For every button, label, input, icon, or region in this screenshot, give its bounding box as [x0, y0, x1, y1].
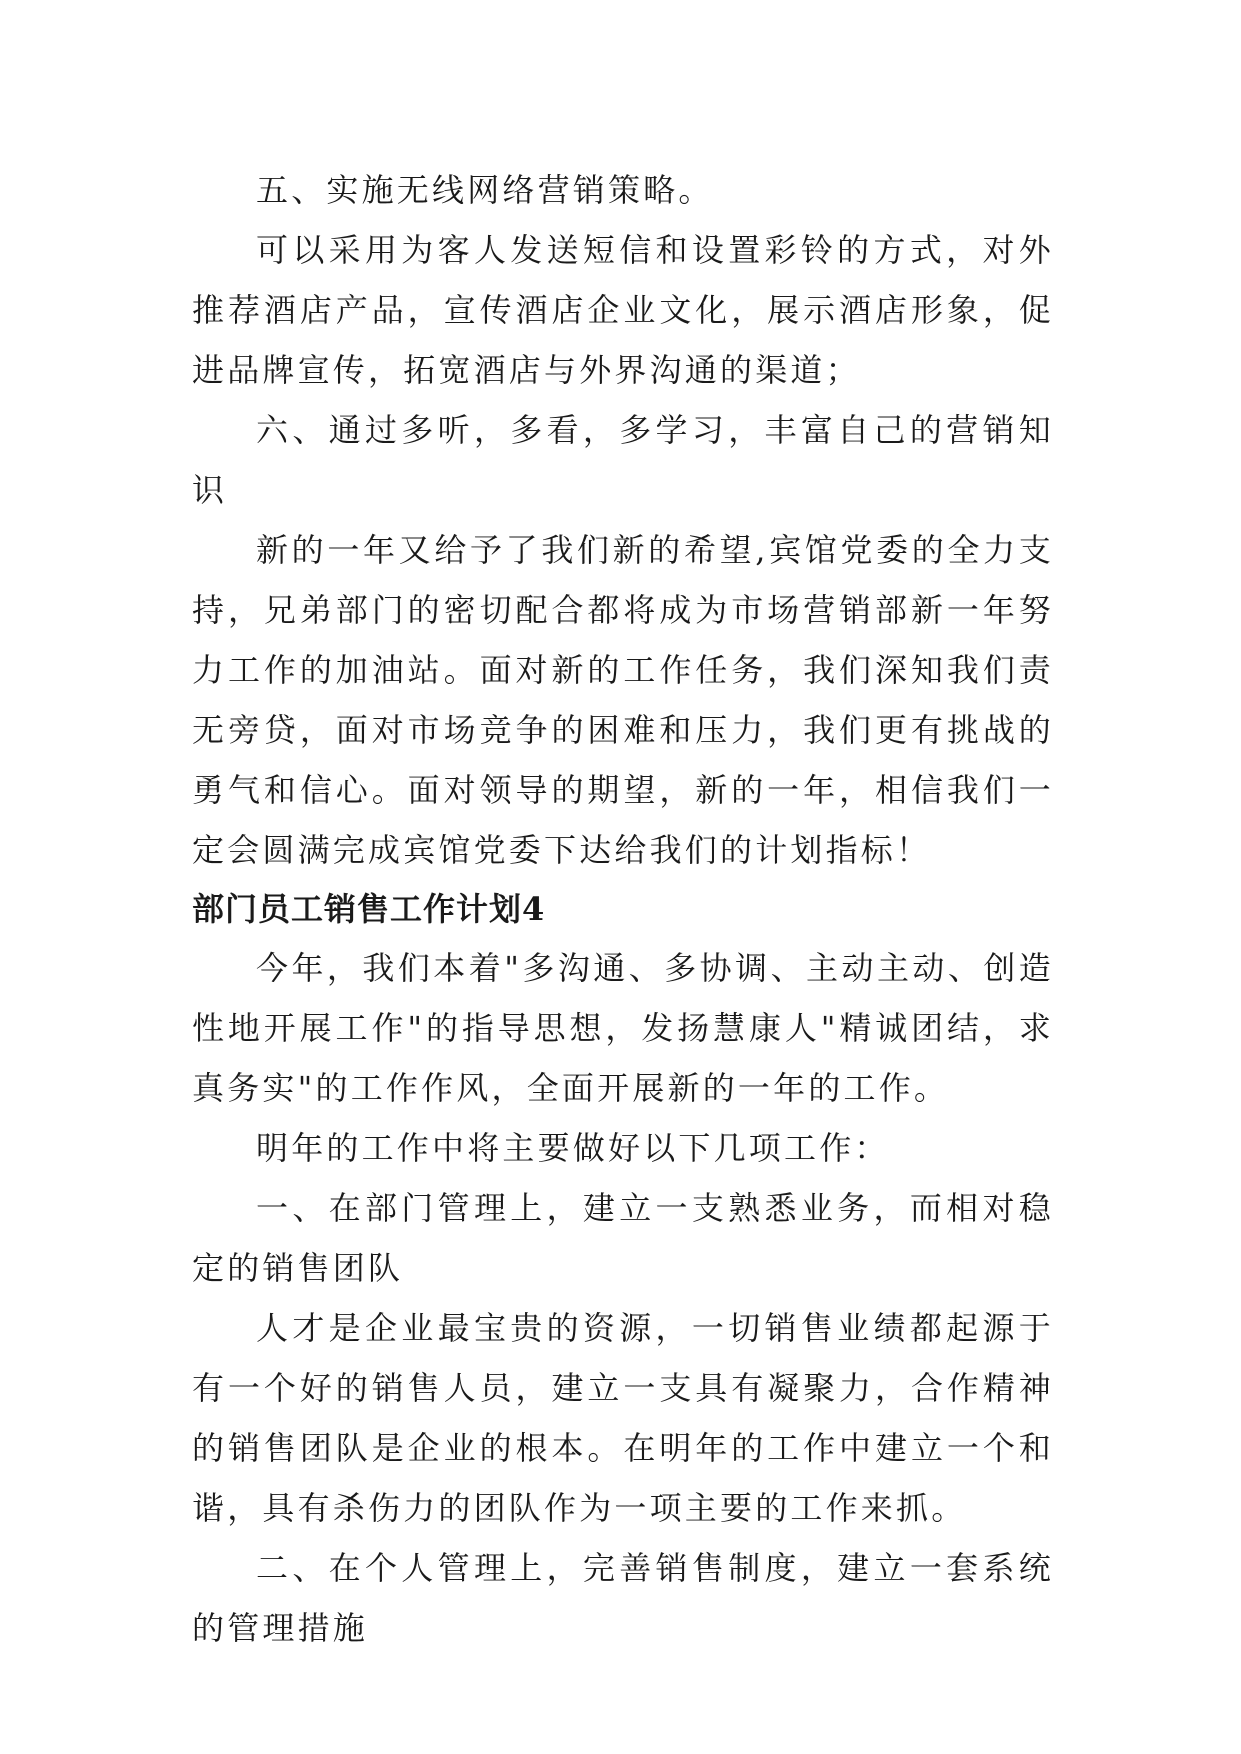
paragraph: 二、在个人管理上，完善销售制度，建立一套系统的管理措施	[192, 1549, 1054, 1647]
paragraph: 可以采用为客人发送短信和设置彩铃的方式，对外推荐酒店产品，宣传酒店企业文化，展示酒店形象，促进品牌宣传，拓宽酒店与外界沟通的渠道；	[192, 231, 1054, 389]
section-heading: 部门员工销售工作计划4	[192, 890, 546, 928]
document-page	[192, 160, 1054, 1658]
paragraph: 人才是企业最宝贵的资源，一切销售业绩都起源于有一个好的销售人员，建立一支具有凝聚力，合作精神的销售团队是企业的根本。在明年的工作中建立一个和谐，具有杀伤力的团队作为一项主要的工作来抓。	[192, 1309, 1054, 1527]
paragraph: 新的一年又给予了我们新的希望,宾馆党委的全力支持，兄弟部门的密切配合都将成为市场营销部新一年努力工作的加油站。面对新的工作任务，我们深知我们责无旁贷，面对市场竞争的困难和压力，我们更有挑战的勇气和信心。面对领导的期望，新的一年，相信我们一定会圆满完成宾馆党委下达给我们的计划指标！	[192, 531, 1054, 869]
paragraph: 今年，我们本着"多沟通、多协调、主动主动、创造性地开展工作"的指导思想，发扬慧康人"精诚团结，求真务实"的工作作风，全面开展新的一年的工作。	[192, 949, 1054, 1107]
paragraph: 一、在部门管理上，建立一支熟悉业务，而相对稳定的销售团队	[192, 1189, 1054, 1287]
paragraph: 明年的工作中将主要做好以下几项工作：	[256, 1129, 890, 1167]
paragraph: 六、通过多听，多看，多学习，丰富自己的营销知识	[192, 411, 1054, 509]
paragraph: 五、实施无线网络营销策略。	[256, 171, 714, 209]
